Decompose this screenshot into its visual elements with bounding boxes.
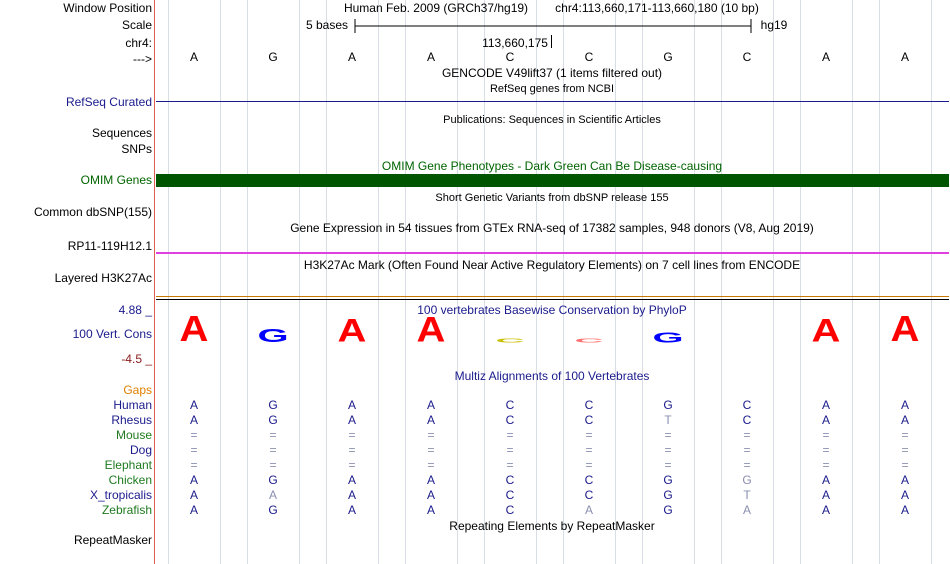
track-label-dbsnp[interactable]: Common dbSNP(155) (33, 205, 152, 219)
grid-line (694, 0, 695, 564)
alignment-base: G (663, 398, 673, 412)
alignment-base: T (664, 413, 672, 427)
grid-line (879, 0, 880, 564)
grid-line (405, 0, 406, 564)
track-label-h3k27ac[interactable]: Layered H3K27Ac (54, 271, 152, 285)
grid-line (642, 0, 643, 564)
alignment-base: A (268, 488, 277, 502)
sequence-base: C (584, 50, 594, 64)
alignment-base: A (821, 473, 830, 487)
h3k27ac-line-top[interactable] (156, 296, 949, 297)
alignment-base: = (348, 458, 356, 472)
chrom-label: chr4: (125, 36, 152, 50)
alignment-base: A (584, 503, 593, 517)
alignment-base: G (268, 503, 278, 517)
sequence-base: A (189, 50, 198, 64)
position-text: chr4:113,660,171-113,660,180 (10 bp) (555, 1, 759, 15)
species-label[interactable]: Mouse (115, 428, 152, 442)
conservation-logo-letter: G (257, 325, 289, 347)
alignment-base: A (900, 473, 909, 487)
track-label-repeatmasker[interactable]: RepeatMasker (73, 533, 152, 547)
sequence-base: C (505, 50, 515, 64)
grid-line (168, 0, 169, 564)
alignment-base: = (585, 443, 593, 457)
alignment-base: G (663, 473, 673, 487)
alignment-base: = (427, 428, 435, 442)
grid-line (457, 0, 458, 564)
alignment-base: A (426, 473, 435, 487)
alignment-base: = (269, 428, 277, 442)
alignment-base: G (268, 413, 278, 427)
alignment-base: = (506, 428, 514, 442)
alignment-base: A (900, 413, 909, 427)
alignment-base: A (347, 503, 356, 517)
grid-line (220, 0, 221, 564)
track-label-gtex[interactable]: RP11-119H12.1 (67, 239, 152, 253)
omim-track-title[interactable]: OMIM Gene Phenotypes - Dark Green Can Be Disease-causing (381, 159, 723, 173)
alignment-base: = (348, 428, 356, 442)
sequence-base: G (663, 50, 673, 64)
alignment-base: A (189, 473, 198, 487)
h3k27ac-track-title[interactable]: H3K27Ac Mark (Often Found Near Active Regulatory Elements) on 7 cell lines from ENCODE (303, 258, 801, 272)
alignment-base: A (189, 398, 198, 412)
grid-line (800, 0, 801, 564)
sequence-base: A (347, 50, 356, 64)
alignment-base: A (821, 488, 830, 502)
window-position-label: Window Position (63, 1, 152, 15)
phylop-max-value: 4.88 _ (118, 303, 152, 317)
alignment-base: A (900, 503, 909, 517)
alignment-base: = (901, 458, 909, 472)
track-label-sequences[interactable]: Sequences (91, 126, 152, 140)
strand-arrow-label: ---> (133, 52, 152, 66)
multiz-track-title[interactable]: Multiz Alignments of 100 Vertebrates (454, 369, 650, 383)
conservation-logo-letter: C (495, 338, 525, 344)
alignment-base: A (189, 488, 198, 502)
species-label[interactable]: Elephant (104, 458, 152, 472)
track-label-snps[interactable]: SNPs (121, 142, 152, 156)
alignment-base: A (426, 398, 435, 412)
alignment-base: = (822, 458, 830, 472)
alignment-base: = (743, 428, 751, 442)
scale-bar (354, 16, 754, 36)
alignment-base: C (584, 488, 594, 502)
alignment-base: G (268, 398, 278, 412)
alignment-base: C (584, 473, 594, 487)
alignment-base: C (505, 398, 515, 412)
alignment-base: = (822, 443, 830, 457)
sequence-base: A (426, 50, 435, 64)
phylop-min-value: -4.5 _ (121, 352, 152, 366)
alignment-base: A (900, 488, 909, 502)
alignment-base: A (900, 398, 909, 412)
alignment-base: C (742, 398, 752, 412)
repeatmasker-track-title[interactable]: Repeating Elements by RepeatMasker (449, 519, 655, 533)
scale-label: Scale (121, 18, 152, 32)
conservation-logo-letter: A (179, 309, 209, 350)
phylop-track-title[interactable]: 100 vertebrates Basewise Conservation by PhyloP (417, 303, 687, 317)
alignment-base: C (505, 488, 515, 502)
alignment-base: = (585, 428, 593, 442)
alignment-base: = (348, 443, 356, 457)
alignment-base: = (664, 428, 672, 442)
coordinate-text: 113,660,175 (482, 36, 548, 50)
alignment-base: = (664, 443, 672, 457)
publications-track-title[interactable]: Publications: Sequences in Scientific Articles (443, 114, 661, 126)
alignment-base: A (347, 488, 356, 502)
conservation-logo-letter: A (337, 313, 367, 349)
alignment-base: A (821, 413, 830, 427)
conservation-logo-letter: A (811, 313, 841, 349)
alignment-base: = (506, 458, 514, 472)
grid-line (299, 0, 300, 564)
alignment-base: = (743, 458, 751, 472)
grid-line (484, 0, 485, 564)
gencode-track-title[interactable]: GENCODE V49lift37 (1 items filtered out) (441, 66, 663, 80)
h3k27ac-line-bottom (156, 299, 949, 300)
alignment-base: = (190, 458, 198, 472)
alignment-base: = (506, 443, 514, 457)
alignment-base: A (347, 413, 356, 427)
alignment-base: C (742, 413, 752, 427)
alignment-base: = (269, 443, 277, 457)
sequence-base: A (821, 50, 830, 64)
alignment-base: A (347, 398, 356, 412)
grid-line (378, 0, 379, 564)
scale-db: hg19 (760, 18, 788, 32)
alignment-base: C (584, 413, 594, 427)
alignment-base: C (505, 413, 515, 427)
sequence-base: C (742, 50, 752, 64)
gtex-line[interactable] (156, 252, 949, 254)
scale-text: 5 bases (305, 18, 349, 32)
alignment-base: C (505, 503, 515, 517)
alignment-base: = (901, 428, 909, 442)
alignment-base: G (663, 503, 673, 517)
alignment-base: A (426, 413, 435, 427)
alignment-base: = (822, 428, 830, 442)
alignment-base: C (584, 398, 594, 412)
alignment-base: A (189, 503, 198, 517)
species-label[interactable]: Chicken (108, 473, 152, 487)
alignment-base: G (663, 488, 673, 502)
species-label[interactable]: X_tropicalis (89, 488, 152, 502)
alignment-base: = (269, 458, 277, 472)
conservation-logo-letter: A (890, 309, 920, 350)
track-label-omim[interactable]: OMIM Genes (80, 173, 152, 187)
alignment-base: A (426, 488, 435, 502)
conservation-logo-letter: C (574, 338, 604, 344)
species-label[interactable]: Rhesus (111, 413, 152, 427)
alignment-base: A (347, 473, 356, 487)
grid-line (721, 0, 722, 564)
grid-line (852, 0, 853, 564)
conservation-logo-letter: A (416, 310, 446, 350)
alignment-base: = (427, 458, 435, 472)
alignment-base: G (742, 473, 752, 487)
refseq-track-title[interactable]: RefSeq genes from NCBI (489, 83, 615, 95)
alignment-base: A (189, 413, 198, 427)
species-label[interactable]: Zebrafish (101, 503, 152, 517)
grid-line (326, 0, 327, 564)
alignment-base: = (664, 458, 672, 472)
species-label[interactable]: Human (113, 398, 152, 412)
grid-line (615, 0, 616, 564)
alignment-base: T (743, 488, 751, 502)
assembly-text: Human Feb. 2009 (GRCh37/hg19) (343, 1, 529, 15)
track-label-gaps[interactable]: Gaps (123, 383, 152, 397)
alignment-base: A (426, 503, 435, 517)
alignment-base: G (268, 473, 278, 487)
alignment-base: C (505, 473, 515, 487)
sequence-base: G (268, 50, 278, 64)
alignment-base: A (742, 503, 751, 517)
alignment-base: = (427, 443, 435, 457)
alignment-base: A (821, 503, 830, 517)
track-label-phylop[interactable]: 100 Vert. Cons (72, 327, 152, 341)
label-separator (154, 0, 155, 564)
sequence-base: A (900, 50, 909, 64)
conservation-logo-letter: G (652, 329, 684, 346)
omim-gene-bar[interactable] (156, 174, 949, 187)
coordinate-tick (551, 35, 552, 48)
grid-line (247, 0, 248, 564)
alignment-base: A (821, 398, 830, 412)
track-label-refseq[interactable]: RefSeq Curated (65, 95, 152, 109)
refseq-line[interactable] (156, 101, 949, 102)
gtex-track-title[interactable]: Gene Expression in 54 tissues from GTEx RNA-seq of 17382 samples, 948 donors (V8, Aug 2019) (290, 221, 814, 235)
alignment-base: = (190, 428, 198, 442)
grid-line (931, 0, 932, 564)
alignment-base: = (190, 443, 198, 457)
alignment-base: = (901, 443, 909, 457)
species-label[interactable]: Dog (129, 443, 152, 457)
alignment-base: = (585, 458, 593, 472)
alignment-base: = (743, 443, 751, 457)
dbsnp-track-title[interactable]: Short Genetic Variants from dbSNP release 155 (435, 192, 669, 204)
grid-line (773, 0, 774, 564)
